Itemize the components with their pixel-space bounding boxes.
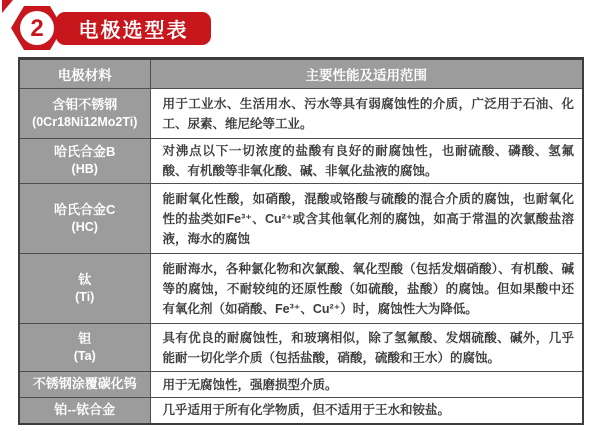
column-header-performance: 主要性能及适用范围 — [150, 59, 583, 89]
material-sub: (HC) — [71, 219, 98, 234]
material-name: 哈氏合金C — [54, 201, 116, 217]
material-name: 铂--铱合金 — [54, 401, 116, 417]
section-title-banner — [56, 12, 211, 45]
column-header-material: 电极材料 — [19, 59, 150, 89]
material-name: 钛 — [78, 271, 92, 287]
material-cell — [19, 254, 150, 324]
material-sub: (0Cr18Ni12Mo2Ti) — [32, 114, 138, 129]
table-row — [19, 398, 583, 424]
material-cell — [19, 139, 150, 184]
material-sub: (Ti) — [75, 289, 95, 304]
performance-cell: 具有优良的耐腐蚀性，和玻璃相似，除了氢氟酸、发烟硫酸、碱外，几乎能耐一切化学介质（包括盐酸，硝酸，硫酸和王水）的腐蚀。 — [150, 324, 583, 372]
table-row — [19, 324, 583, 372]
material-cell — [19, 398, 150, 424]
table-row — [19, 184, 583, 254]
table-row — [19, 89, 583, 139]
material-name: 哈氏合金B — [54, 144, 116, 160]
section-title: 电极选型表 — [78, 20, 189, 42]
material-cell — [19, 324, 150, 372]
material-cell — [19, 184, 150, 254]
performance-cell: 用于工业水、生活用水、污水等具有弱腐蚀性的介质，广泛用于石油、化工、尿素、维尼纶等工业。 — [150, 89, 583, 139]
table-row — [19, 372, 583, 398]
table-header-row — [19, 59, 583, 89]
material-name: 含钼不锈钢 — [52, 96, 118, 112]
table-row — [19, 139, 583, 184]
performance-cell: 能耐海水，各种氯化物和次氯酸、氧化型酸（包括发烟硝酸）、有机酸、碱等的腐蚀，不耐较纯的还原性酸（如硫酸，盐酸）的腐蚀。但如果酸中还有氧化剂（如硝酸、Fe³⁺、Cu²⁺）时，腐蚀性大为降低。 — [150, 254, 583, 324]
material-name: 钽 — [78, 330, 92, 346]
material-sub: (Ta) — [73, 348, 96, 363]
material-name: 不锈钢涂覆碳化钨 — [32, 376, 137, 392]
performance-cell: 对沸点以下一切浓度的盐酸有良好的耐腐蚀性，也耐硫酸、磷酸、氢氟酸、有机酸等非氧化酸、碱、非氧化盐液的腐蚀。 — [150, 139, 583, 184]
performance-cell: 用于无腐蚀性，强磨损型介质。 — [150, 372, 583, 398]
material-cell — [19, 372, 150, 398]
electrode-selection-table — [18, 57, 584, 425]
table-row — [19, 254, 583, 324]
material-cell — [19, 89, 150, 139]
performance-cell: 几乎适用于所有化学物质，但不适用于王水和铵盐。 — [150, 398, 583, 424]
performance-cell: 能耐氧化性酸，如硝酸，混酸或铬酸与硫酸的混合介质的腐蚀，也耐氧化性的盐类如Fe³⁺、Cu²⁺或含其他氧化剂的腐蚀，如高于常温的次氯酸盐溶液，海水的腐蚀 — [150, 184, 583, 254]
material-sub: (HB) — [71, 162, 98, 177]
badge-number-text: 2 — [30, 15, 44, 42]
